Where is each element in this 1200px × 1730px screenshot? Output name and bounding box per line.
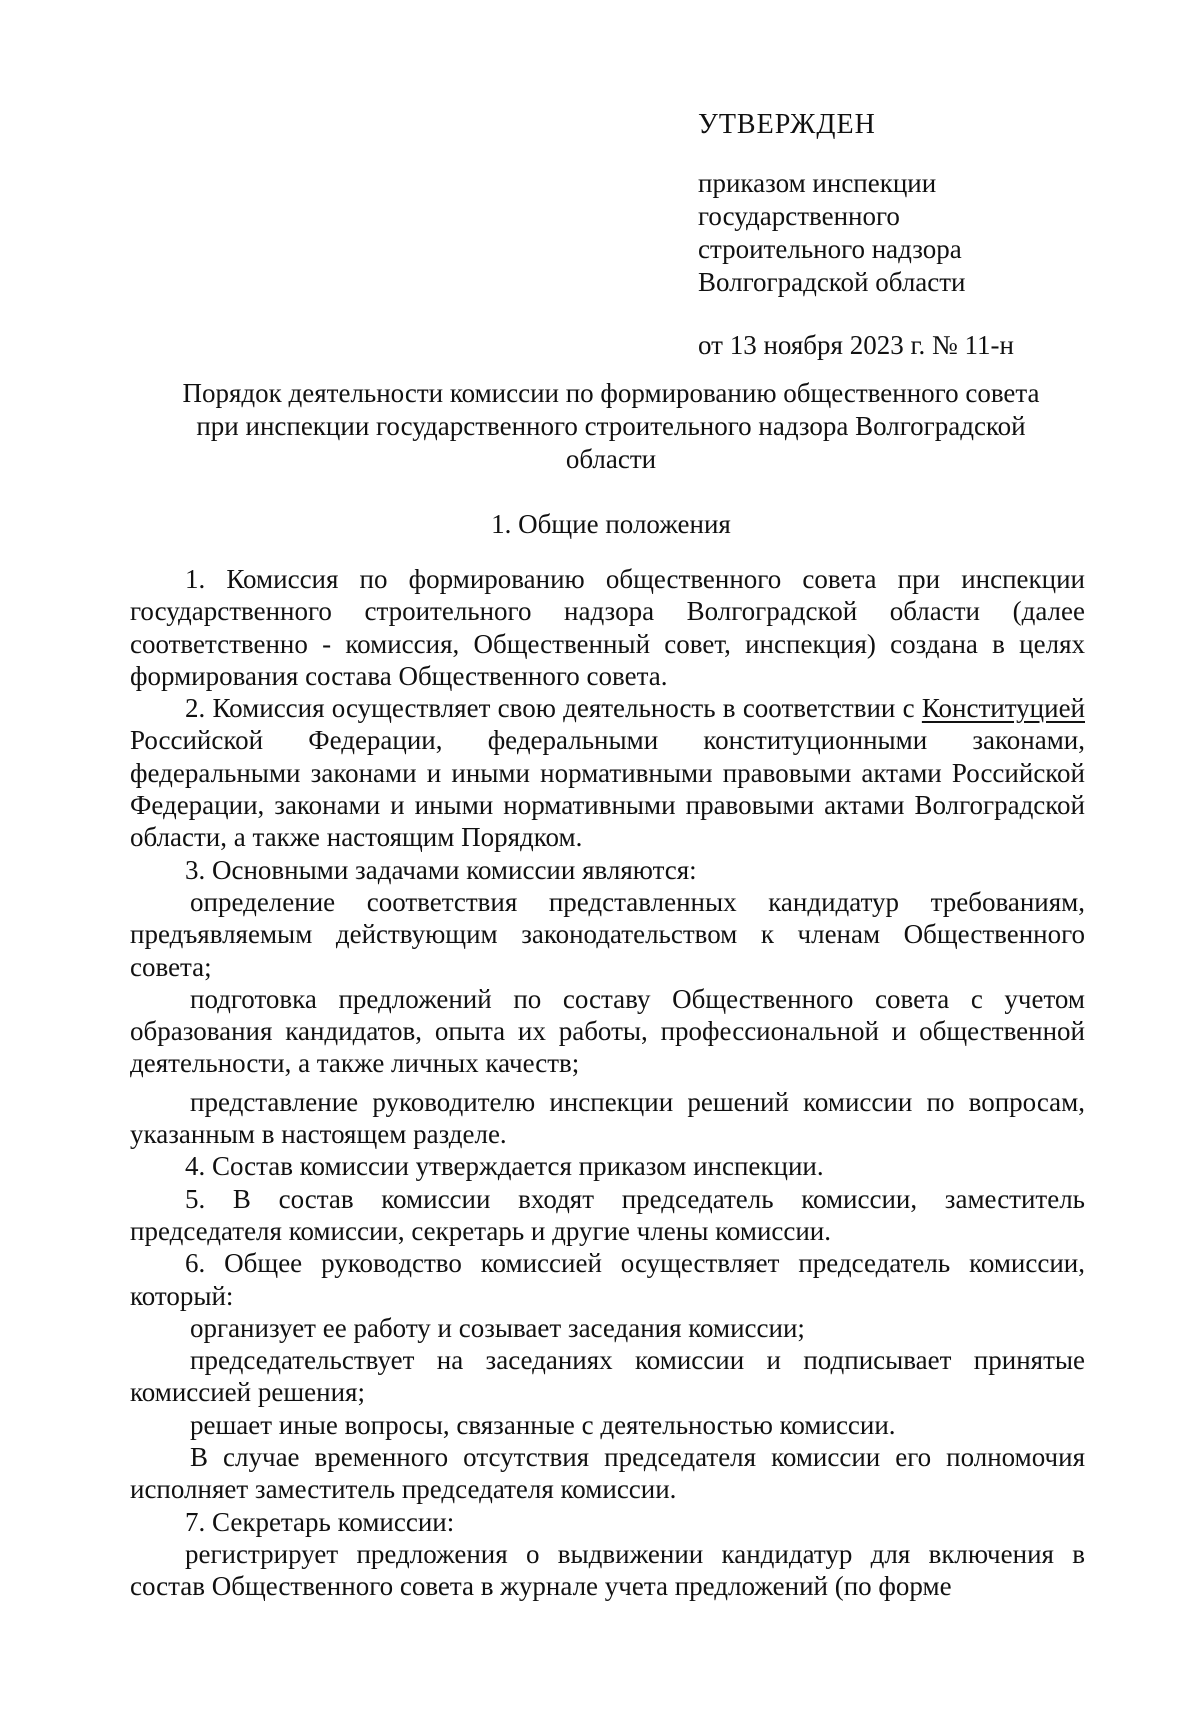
approval-line: государственного — [698, 201, 900, 231]
paragraph-2-start: 2. Комиссия осуществляет свою деятельность в соответствии с — [185, 693, 922, 724]
paragraph-4: 4. Состав комиссии утверждается приказом инспекции. — [185, 1151, 824, 1182]
document-title — [130, 377, 1092, 476]
document-body — [130, 563, 1085, 1603]
paragraph-3-item: подготовка предложений по составу Общественного совета с учетом образования кандидатов, опыта их работы, профессиональной и общественной деятельности, а также личных качеств; — [130, 983, 1085, 1079]
title-line: Порядок деятельности комиссии по формированию общественного совета — [182, 378, 1040, 408]
approval-authority — [698, 167, 1138, 299]
paragraph-3-item: представление руководителю инспекции решений комиссии по вопросам, указанным в настоящем разделе. — [130, 1086, 1085, 1150]
approval-stamp — [698, 108, 1138, 362]
title-line: при инспекции государственного строительного надзора Волгоградской — [196, 411, 1026, 441]
paragraph-6: 6. Общее руководство комиссией осуществляет председатель комиссии, который: — [130, 1248, 1085, 1311]
approval-line: Волгоградской области — [698, 267, 966, 297]
paragraph-1: 1. Комиссия по формированию общественного совета при инспекции государственного строительного надзора Волгоградской области (далее соответственно - комиссия, Общественный совет, инспекция) создана в целях формирования состава Общественного совета. — [130, 564, 1085, 691]
section-heading: 1. Общие положения — [491, 509, 731, 539]
approval-line: приказом инспекции — [698, 168, 937, 198]
paragraph-3: 3. Основными задачами комиссии являются: — [185, 854, 697, 885]
approval-line: строительного надзора — [698, 234, 962, 264]
approval-heading: УТВЕРЖДЕН — [698, 109, 876, 140]
title-line: области — [565, 444, 657, 474]
constitution-link[interactable]: Конституцией — [921, 693, 1085, 724]
paragraph-3-item: определение соответствия представленных кандидатур требованиям, предъявляемым действующим законодательством к членам Общественного совета; — [130, 886, 1085, 982]
paragraph-6-item: председательствует на заседаниях комиссии и подписывает принятые комиссией решения; — [130, 1345, 1085, 1408]
paragraph-6-item: организует ее работу и созывает заседания комиссии; — [190, 1312, 805, 1343]
paragraph-7: 7. Секретарь комиссии: — [185, 1506, 455, 1537]
paragraph-2-end: Российской Федерации, федеральными конституционными законами, федеральными законами и иными нормативными правовыми актами Российской Федерации, законами и иными нормативными правовыми актами Волгоградской области, а также настоящим Порядком. — [130, 725, 1085, 853]
paragraph-6-item: решает иные вопросы, связанные с деятельностью комиссии. — [190, 1409, 896, 1440]
paragraph-2 — [130, 692, 1085, 853]
paragraph-6-item: В случае временного отсутствия председателя комиссии его полномочия исполняет заместитель председателя комиссии. — [130, 1442, 1085, 1505]
paragraph-5: 5. В состав комиссии входят председатель комиссии, заместитель председателя комиссии, секретарь и другие члены комиссии. — [130, 1183, 1085, 1246]
paragraph-7-item: регистрирует предложения о выдвижении кандидатур для включения в состав Общественного совета в журнале учета предложений (по форме — [130, 1538, 1085, 1602]
approval-date-line: от 13 ноября 2023 г. № 11-н — [698, 330, 1014, 360]
